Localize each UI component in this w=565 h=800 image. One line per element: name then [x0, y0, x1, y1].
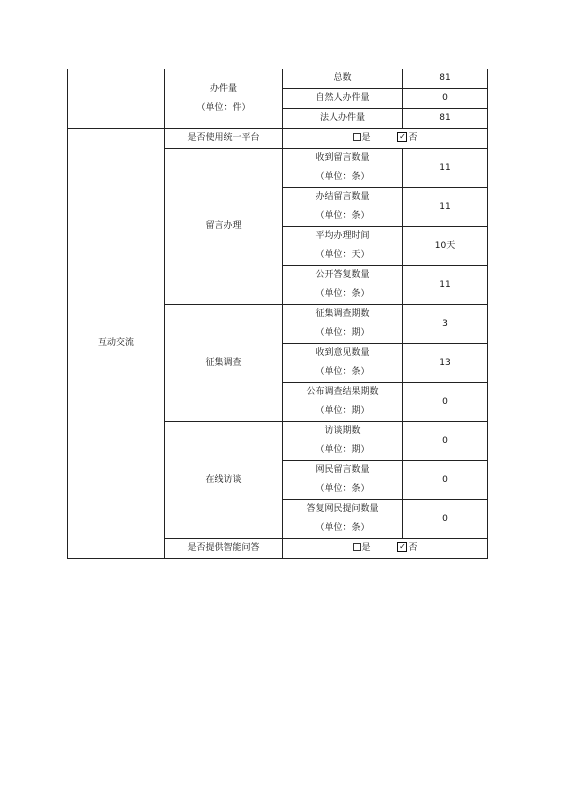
- survey-opinions-label-cell: [283, 344, 403, 383]
- unified-platform-yes-option[interactable]: [353, 129, 371, 148]
- unified-platform-no-option[interactable]: [397, 129, 417, 148]
- interview-netizen-messages-label-cell: [283, 461, 403, 500]
- smart-qa-yes-option[interactable]: [353, 539, 371, 558]
- messages-avg-time-label-cell: [283, 227, 403, 266]
- interview-label-cell: [165, 422, 283, 539]
- unified-platform-options: [283, 129, 488, 149]
- handling-total-label: 总数: [283, 69, 403, 89]
- messages-avg-time-value: 10天: [403, 227, 488, 266]
- handling-legal-label: 法人办件量: [283, 109, 403, 129]
- interview-replies-unit: （单位：条）: [315, 523, 370, 533]
- checked-checkbox-icon: ✓: [399, 131, 406, 141]
- messages-public-reply-label-cell: [283, 266, 403, 305]
- survey-periods-label: 征集调查期数: [315, 309, 370, 319]
- interview-periods-value: 0: [403, 422, 488, 461]
- handling-label-cell: [165, 69, 283, 129]
- survey-opinions-unit: （单位：条）: [315, 367, 370, 377]
- survey-periods-label-cell: [283, 305, 403, 344]
- messages-avg-time-unit: （单位：天）: [315, 250, 370, 260]
- messages-received-value: 11: [403, 149, 488, 188]
- interview-replies-label-cell: [283, 500, 403, 539]
- checked-checkbox-icon: ✓: [399, 541, 406, 551]
- smart-qa-no-label: 否: [408, 543, 418, 553]
- unified-platform-label: 是否使用统一平台: [165, 129, 283, 149]
- interview-replies-label: 答复网民提问数量: [306, 504, 379, 514]
- survey-periods-value: 3: [403, 305, 488, 344]
- interview-periods-label-cell: [283, 422, 403, 461]
- smart-qa-yes-label: 是: [361, 543, 371, 553]
- messages-public-reply-unit: （单位：条）: [315, 289, 370, 299]
- survey-label: 征集调查: [205, 357, 242, 368]
- handling-total-value: 81: [403, 69, 488, 89]
- survey-results-label: 公布调查结果期数: [306, 387, 379, 397]
- messages-avg-time-label: 平均办理时间: [315, 231, 370, 241]
- unified-platform-yes-label: 是: [361, 133, 371, 143]
- messages-received-label: 收到留言数量: [315, 153, 370, 163]
- interview-periods-unit: （单位：期）: [315, 445, 370, 455]
- unified-platform-row: [68, 129, 488, 149]
- survey-results-label-cell: [283, 383, 403, 422]
- survey-opinions-value: 13: [403, 344, 488, 383]
- handling-natural-label: 自然人办件量: [283, 89, 403, 109]
- interaction-category-label: 互动交流: [97, 338, 134, 348]
- handling-label: 办件量: [209, 83, 237, 94]
- survey-results-value: 0: [403, 383, 488, 422]
- smart-qa-options: [283, 539, 488, 559]
- handling-legal-value: 81: [403, 109, 488, 129]
- messages-received-unit: （单位：条）: [315, 172, 370, 182]
- messages-closed-unit: （单位：条）: [315, 211, 370, 221]
- survey-label-cell: [165, 305, 283, 422]
- messages-label: 留言办理: [205, 221, 242, 231]
- unified-platform-no-label: 否: [408, 133, 418, 143]
- unchecked-checkbox-icon: [353, 543, 361, 551]
- messages-label-cell: [165, 149, 283, 305]
- survey-opinions-label: 收到意见数量: [315, 348, 370, 358]
- handling-unit: （单位：件）: [196, 102, 251, 113]
- interview-label: 在线访谈: [205, 474, 242, 485]
- interview-replies-value: 0: [403, 500, 488, 539]
- unchecked-checkbox-icon: [353, 133, 361, 141]
- smart-qa-label: 是否提供智能问答: [165, 539, 283, 559]
- messages-closed-label: 办结留言数量: [315, 192, 370, 202]
- messages-public-reply-value: 11: [403, 266, 488, 305]
- handling-row-total: [68, 69, 488, 89]
- survey-results-unit: （单位：期）: [315, 406, 370, 416]
- messages-closed-value: 11: [403, 188, 488, 227]
- messages-public-reply-label: 公开答复数量: [315, 270, 370, 280]
- handling-natural-value: 0: [403, 89, 488, 109]
- smart-qa-no-option[interactable]: [397, 539, 417, 558]
- messages-received-label-cell: [283, 149, 403, 188]
- interview-netizen-messages-value: 0: [403, 461, 488, 500]
- survey-periods-unit: （单位：期）: [315, 328, 370, 338]
- government-website-statistics-table: [67, 69, 488, 559]
- messages-closed-label-cell: [283, 188, 403, 227]
- interaction-category-cell: [68, 129, 165, 559]
- handling-category-blank: [68, 69, 165, 129]
- interview-periods-label: 访谈期数: [324, 426, 361, 436]
- interview-netizen-messages-unit: （单位：条）: [315, 484, 370, 494]
- interview-netizen-messages-label: 网民留言数量: [315, 465, 370, 475]
